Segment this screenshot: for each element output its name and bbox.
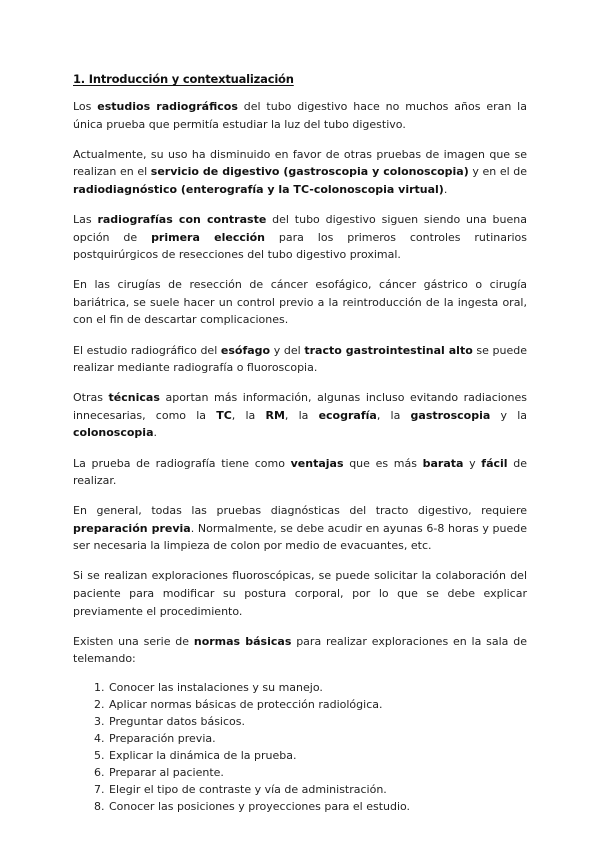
text-run: Las (73, 212, 98, 226)
text-run: . (443, 182, 448, 196)
bold-term: normas básicas (193, 634, 292, 648)
paragraph (73, 567, 527, 620)
bold-term: servicio de digestivo (gastroscopia y colonoscopia) (150, 165, 469, 179)
text-run: . Normalmente, se debe acudir en ayunas 6-8 horas y puede ser necesaria la limpieza de colon por medio de evacuantes, etc. (73, 521, 527, 553)
list-item: 3. Preguntar datos básicos. (108, 714, 527, 731)
paragraph (73, 276, 527, 329)
paragraph (73, 211, 527, 264)
text-run: El estudio radiográfico del (73, 343, 221, 357)
list-item: 8. Conocer las posiciones y proyecciones para el estudio. (108, 799, 527, 816)
text-run: del tubo digestivo hace no muchos años eran la única prueba que permitía estudiar la luz del tubo digestivo. (73, 100, 527, 131)
bold-term: tracto gastrointestinal alto (304, 343, 473, 357)
text-run: Los (73, 100, 98, 113)
paragraph (73, 98, 527, 133)
list-item: 2. Aplicar normas básicas de protección radiológica. (108, 697, 527, 714)
bold-term: fácil (481, 456, 508, 470)
text-run: . (153, 426, 157, 440)
text-run: aportan más información, algunas incluso evitando radiaciones innecesarias, como la (73, 391, 527, 422)
paragraph (73, 342, 527, 377)
text-run: para los primeros controles rutinarios postquirúrgicos de resecciones del tubo digestivo proximal. (73, 230, 528, 262)
bold-term: colonoscopia (73, 426, 154, 440)
text-run: , la (284, 408, 319, 422)
text-run: y la (490, 408, 527, 422)
bold-term: ventajas (290, 456, 344, 470)
bold-term: RM (265, 408, 285, 422)
bold-term: preparación previa (73, 521, 191, 535)
list-item: 5. Explicar la dinámica de la prueba. (108, 748, 527, 765)
text-run: y (463, 456, 482, 470)
paragraph (73, 146, 527, 199)
text-run: Actualmente, su uso ha disminuido en favor de otras pruebas de imagen que se realizan en el (73, 147, 527, 179)
paragraph (73, 389, 527, 442)
list-item: 1. Conocer las instalaciones y su manejo. (108, 680, 527, 697)
bold-term: ecografía (318, 408, 377, 422)
text-run: , la (231, 408, 266, 422)
text-run: La prueba de radiografía tiene como (73, 456, 291, 470)
text-run: , la (376, 408, 411, 422)
paragraph (73, 502, 527, 555)
text-run: En las cirugías de resección de cáncer esofágico, cáncer gástrico o cirugía bariátrica, se suele hacer un control previo a la reintroducción de la ingesta oral, con el fin de descartar complicaciones. (73, 278, 527, 327)
text-run: se puede realizar mediante radiografía o fluoroscopia. (73, 343, 528, 375)
text-run: de realizar. (73, 456, 527, 488)
text-run: Existen una serie de (73, 634, 194, 648)
bold-term: TC (216, 408, 232, 422)
text-run: y del (270, 343, 305, 357)
paragraph (73, 455, 527, 490)
bold-term: estudios radiográficos (97, 100, 238, 113)
document-page (73, 72, 527, 816)
text-run: y en el de (468, 165, 527, 179)
bold-term: gastroscopia (410, 408, 491, 422)
body-text (73, 98, 527, 668)
section-heading: 1. Introducción y contextualización (73, 72, 294, 86)
bold-term: barata (422, 456, 464, 470)
text-run: Otras (73, 391, 109, 405)
bold-term: esófago (220, 343, 271, 357)
text-run: del tubo digestivo siguen siendo una buena opción de (73, 212, 527, 244)
bold-term: primera elección (151, 230, 266, 244)
text-run: para realizar exploraciones en la sala de telemando: (73, 634, 527, 666)
bold-term: técnicas (108, 391, 160, 405)
list-item: 6. Preparar al paciente. (108, 765, 527, 782)
text-run: Si se realizan exploraciones fluoroscópicas, se puede solicitar la colaboración del paciente para modificar su postura corporal, por lo que se debe explicar previamente el procedimiento. (73, 569, 527, 618)
paragraph (73, 633, 527, 668)
list-item: 7. Elegir el tipo de contraste y vía de administración. (108, 782, 527, 799)
text-run: En general, todas las pruebas diagnósticas del tracto digestivo, requiere (73, 504, 527, 518)
bold-term: radiodiagnóstico (enterografía y la TC-colonoscopia virtual) (73, 182, 444, 196)
list-item: 4. Preparación previa. (108, 731, 527, 748)
text-run: que es más (343, 456, 423, 470)
basic-rules-list (73, 680, 527, 815)
bold-term: radiografías con contraste (97, 212, 267, 226)
